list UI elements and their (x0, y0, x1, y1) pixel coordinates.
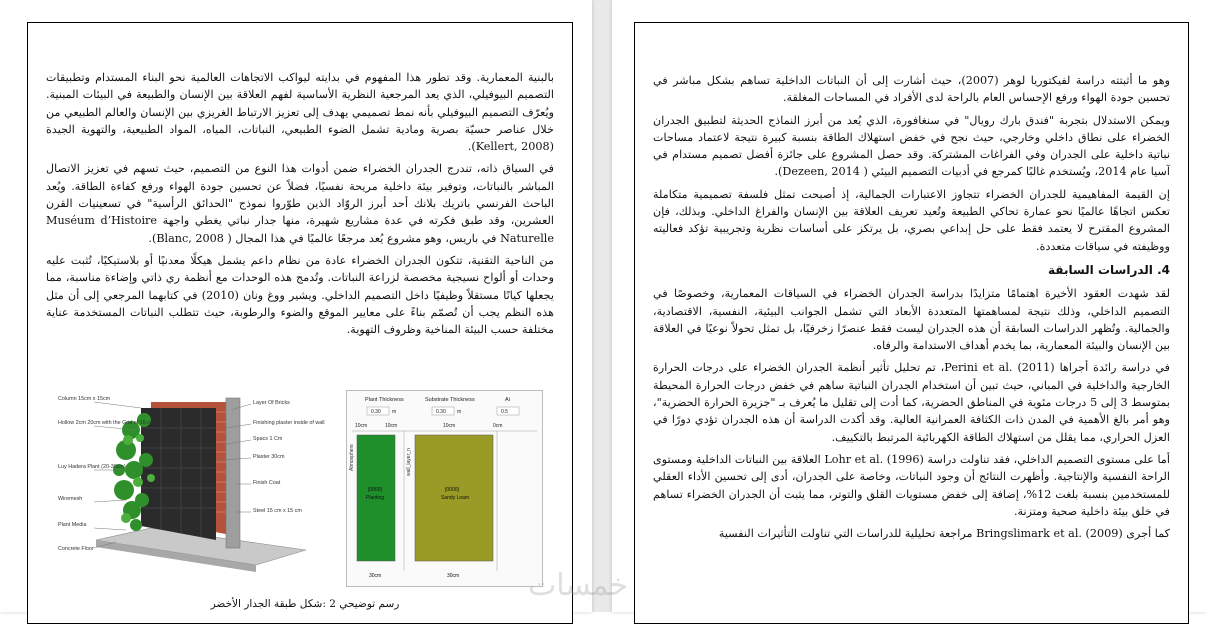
axis-atmosphere: Atmosphere (349, 444, 355, 471)
page-border (634, 22, 1189, 624)
value-right: 0.5 (501, 409, 508, 415)
value-plant: 0.30 (371, 409, 381, 415)
section-heading: 4. الدراسات السابقة (1048, 262, 1170, 277)
document-page-right (612, 0, 1207, 612)
wall-label: Concrete Floor (58, 546, 94, 552)
olive-label: Sandy Loam (441, 495, 470, 501)
col-top: 0cm (493, 423, 503, 429)
col-top: 10cm (443, 423, 456, 429)
axis-wall-layer: wall_layer_n (406, 448, 412, 476)
unit: m (457, 409, 462, 415)
wall-label: Finishing plaster inside of wall (253, 420, 325, 426)
paragraph: بالبنية المعمارية. وقد تطور هذا المفهوم في بدايته ليواكب الاتجاهات العالمية نحو البناء المستدام وتطبيقات التصميم البيوفيلي، الذي يعد المرجعية النظرية الأساسية لفهم العلاقة بين الإنسان والطبيعة في البيئات المبنية. ويُعرّف التصميم البيوفيلي بأنه نمط تصميمي يهدف إلى تعزيز الارتباط الغريزي بين الإنسان والعالم الطبيعي من خلال عناصر حسيّة بصرية ومادية تشمل الضوء الطبيعي، النباتات، المياه، المواد الطبيعية، والتهوية الجيدة (Kellert, 2008). (46, 71, 554, 154)
wall-label: Plant Media (58, 522, 87, 528)
figures (56, 390, 536, 590)
wall-label: Layer Of Bricks (253, 400, 290, 406)
col-top: 10cm (385, 423, 398, 429)
watermark: خمسات (528, 568, 629, 603)
green-label: [0000] (368, 487, 382, 493)
wall-label: Wiremesh (58, 496, 83, 502)
green-label: Planting (366, 495, 385, 501)
paragraph: في السياق ذاته، تندرج الجدران الخضراء ضمن أدوات هذا النوع من التصميم، حيث تسهم في تعزيز الاتصال المباشر بالنباتات، وتوفير بيئة داخلية مريحة نفسيًا، فضلاً عن تحسين جودة الهواء ورفع كفاءة الطاقة. ويُعد الباحث الفرنسي باتريك بلانك أحد أبرز الروّاد الذين طوّروا نموذج "الحدائق الرأسية" في تسعينيات القرن العشرين، وقد طبق فكرته في عدة مشاريع شهيرة، منها جدار نباتي يغطي واجهة Muséum d’Histoire Naturelle في باريس، وهو مشروع يُعد مرجعًا عالميًا في هذا المجال ( Blanc, 2008). (46, 162, 555, 245)
paragraph: كما أجرى Bringslimark et al. (2009) مراجعة تحليلية للدراسات التي تناولت التأثيرات النفسية (718, 527, 1170, 541)
col-top: 10cm (355, 423, 368, 429)
value-substrate: 0.30 (436, 409, 446, 415)
bottom-label: 30cm (447, 573, 460, 579)
paragraph: إن القيمة المفاهيمية للجدران الخضراء تتجاوز الاعتبارات الجمالية، إذ أصبحت تمثل فلسفة تصميمية متكاملة تعكس اتجاهًا عالميًا نحو عمارة تحاكي الطبيعة وتُعيد تعريف العلاقة بين الإنسان والفراغ الداخلي. وبذلك، فإن المشروع المقترح لا يعتمد فقط على حل إبداعي بصري، بل يرتكز على أساسات نظرية وتجريبية تؤكد فعاليته ووظيفته في سياقات متعددة. (653, 187, 1170, 253)
wall-layer-diagram (346, 390, 543, 587)
header-plant-thickness: Plant Thickness (365, 397, 404, 403)
wall-label: Plaster 30cm (253, 454, 285, 460)
paragraph: في دراسة رائدة أجراها Perini et al. (2011)، تم تحليل تأثير أنظمة الجدران الخضراء على درجات الحرارة الخارجية والداخلية في المباني، حيث تبين أن استخدام الجدران النباتية ساهم في خفض درجات الحرارة المحيطة بمتوسط 3 إلى 5 درجات مئوية في المناطق الحضرية، كما أدت إلى تقليل ما يُعرف بـ "جزيرة الحرارة الحضرية"، وهو أمر بالغ الأهمية في المدن ذات الكثافة العمرانية العالية. وقد أكدت الدراسة أن هذه الجدران تؤدي دورًا في العزل الحراري، مما يقلل من استهلاك الطاقة الكهربائية المرتبط بالتكييف. (653, 361, 1170, 444)
wall-label: Spacs 1 Cm (253, 436, 283, 442)
unit: m (392, 409, 397, 415)
header-ai: Ai (505, 397, 510, 403)
paragraph: من الناحية التقنية، تتكون الجدران الخضراء عادة من نظام داعم يشمل هيكلًا معدنيًا أو بلاستيكيًا، تُثبت عليه وحدات أو ألواح نسيجية مخصصة لزراعة النباتات. وتُدمج هذه الوحدات مع أنظمة ري ذاتي وإضاءة مناسبة، مما يجعلها كيانًا مستقلاً وظيفيًا داخل التصميم الداخلي. ويشير ووغ ونان (2010) في كتابهما المرجعي إلى أن مثل هذه النظم يجب أن تُصمّم بناءً على معايير الموقع والضوء والرطوبة، حيث تتطلب النباتات المستخدمة عناية مختلفة حسب البيئة المناخية وظروف التهوية. (46, 253, 554, 337)
page-gap (592, 0, 612, 612)
wall-label: Finish Coat (253, 480, 281, 486)
green-wall-illustration (56, 390, 326, 575)
right-page-text (635, 23, 1188, 542)
paragraph: ويمكن الاستدلال بتجربة "فندق بارك رويال" في سنغافورة، الذي يُعد من أبرز النماذج الحديثة لتطبيق الجدران الخضراء على نطاق داخلي وخارجي، حيث نجح في خفض استهلاك الطاقة بنسبة كبيرة نتيجة لاعتماد مساحات نباتية داخلية على الجدران وفي الفراغات المشتركة. وقد حصل المشروع على جائزة أفضل تصميم مستدام في آسيا عام 2014، ويُستخدم غالبًا كمرجع في أدبيات التصميم البيئي ( Dezeen, 2014). (653, 113, 1170, 179)
wall-label: Luy Hadera Plant (20-30cm) (58, 464, 126, 470)
document-page-left (0, 0, 592, 612)
olive-label: [0000] (445, 487, 459, 493)
left-page-text (28, 23, 572, 338)
figure-caption: رسم توضيحي 2 :شكل طبقة الجدار الأخضر (210, 598, 400, 610)
bottom-label: 30cm (369, 573, 382, 579)
wall-label: Steel 15 cm x 15 cm (253, 508, 302, 514)
header-substrate-thickness: Substrate Thickness (425, 397, 475, 403)
paragraph: وهو ما أثبتته دراسة لفيكتوريا لوهر (2007)، حيث أشارت إلى أن النباتات الداخلية تساهم بشكل مباشر في تحسين جودة الهواء ورفع الإحساس العام بالراحة لدى الأفراد في المساحات المغلقة. (653, 74, 1170, 105)
paragraph: أما على مستوى التصميم الداخلي، فقد تناولت دراسة Lohr et al. (1996) العلاقة بين النباتات الداخلية ومستوى الراحة النفسية والإنتاجية. وأظهرت النتائج أن وجود النباتات، وخاصة على الجدران، أدى إلى تحسين الأداء العقلي للمستخدمين بنسبة بلغت 12%، إضافة إلى خفض مستويات القلق والتوتر، مما يثبت أن الجدران الخضراء تساهم في خلق بيئة داخلية صحية ومتزنة. (653, 452, 1171, 518)
paragraph: لقد شهدت العقود الأخيرة اهتمامًا متزايدًا بدراسة الجدران الخضراء في السياقات المعمارية، وخصوصًا في التصميم الداخلي، وذلك نتيجة لمساهمتها المتعددة الأبعاد التي تشمل الجوانب البيئية، النفسية، الاقتصادية، والجمالية. وتُظهر الدراسات السابقة أن هذه الجدران ليست فقط عنصرًا زخرفيًا، بل تمثل تحولاً نوعيًا في العلاقة بين الإنسان والبيئة المعمارية، بما يخدم أهداف الاستدامة والرفاه. (653, 287, 1170, 353)
wall-label: Hollow 2cm 20cm with the Grid of 15 cm (58, 420, 155, 426)
wall-label: Column 15cm x 15cm (58, 396, 111, 402)
